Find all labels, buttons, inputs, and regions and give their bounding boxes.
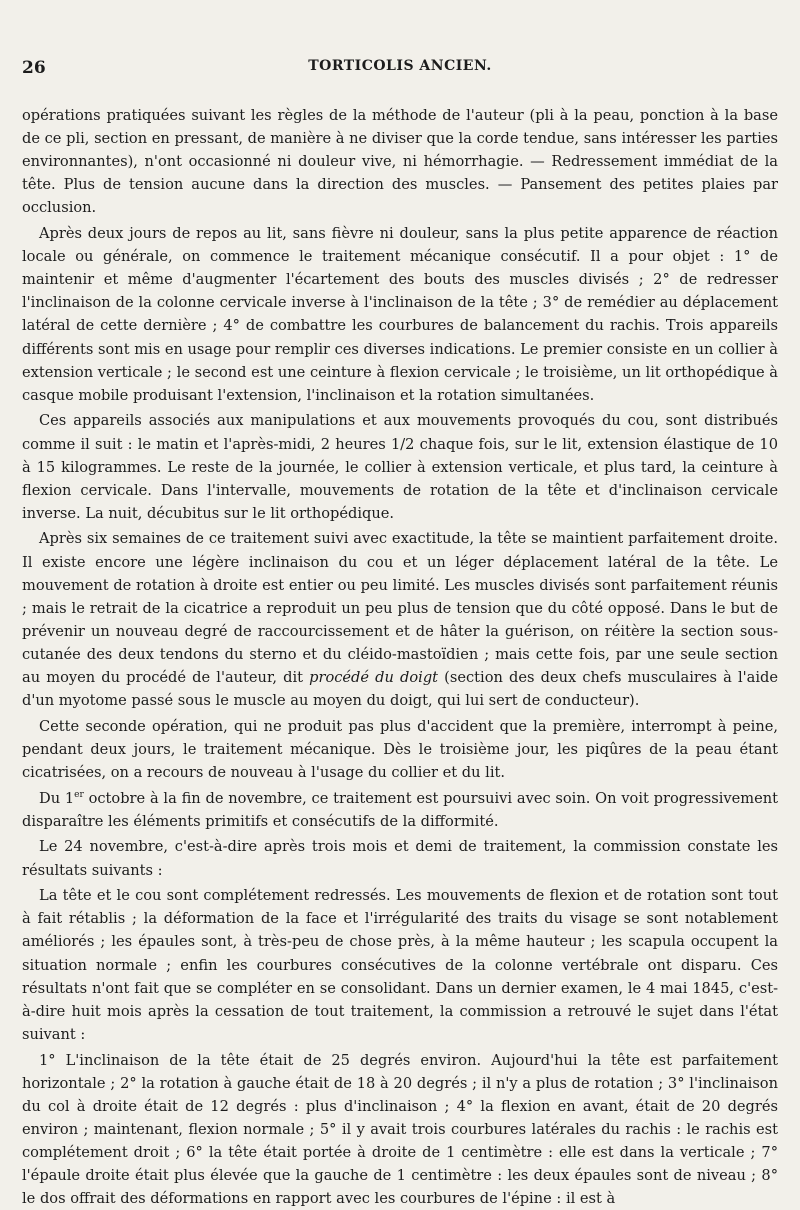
body-text xyxy=(22,104,778,1210)
paragraph-7: Le 24 novembre, c'est-à-dire après trois mois et demi de traitement, la commission constate les résultats suivants : xyxy=(22,835,778,881)
paragraph-3: Ces appareils associés aux manipulations et aux mouvements provoqués du cou, sont distribués comme il suit : le matin et l'après-midi, 2 heures 1/2 chaque fois, sur le lit, extension élastique de 10 à 15 kilogrammes. Le reste de la journée, le collier à extension verticale, et plus tard, la ceinture à flexion cervicale. Dans l'intervalle, mouvements de rotation de la tête et d'inclinaison cervicale inverse. La nuit, décubitus sur le lit orthopédique. xyxy=(22,409,778,524)
page-number: 26 xyxy=(22,58,46,78)
emphasis-procede-du-doigt: procédé du doigt xyxy=(309,669,438,686)
running-title: TORTICOLIS ANCIEN. xyxy=(22,58,778,74)
ordinal-superscript: er xyxy=(74,790,84,800)
paragraph-8: La tête et le cou sont complétement redressés. Les mouvements de flexion et de rotation sont tout à fait rétablis ; la déformation de la face et l'irrégularité des traits du visage se sont notablement améliorés ; les épaules sont, à très-peu de chose près, à la même hauteur ; les scapula occupent la situation normale ; enfin les courbures consécutives de la colonne vertébrale ont disparu. Ces résultats n'ont fait que se compléter en se consolidant. Dans un dernier examen, le 4 mai 1845, c'est-à-dire huit mois après la cessation de tout traitement, la commission a retrouvé le sujet dans l'état suivant : xyxy=(22,884,778,1046)
paragraph-2: Après deux jours de repos au lit, sans fièvre ni douleur, sans la plus petite apparence de réaction locale ou générale, on commence le traitement mécanique consécutif. Il a pour objet : 1° de maintenir et même d'augmenter l'écartement des bouts des muscles divisés ; 2° de redresser l'inclinaison de la colonne cervicale inverse à l'inclinaison de la tête ; 3° de remédier au déplacement latéral de cette dernière ; 4° de combattre les courbures de balancement du rachis. Trois appareils différents sont mis en usage pour remplir ces diverses indications. Le premier consiste en un collier à extension verticale ; le second est une ceinture à flexion cervicale ; le troisième, un lit orthopédique à casque mobile produisant l'extension, l'inclinaison et la rotation simultanées. xyxy=(22,222,778,407)
paragraph-1: opérations pratiquées suivant les règles de la méthode de l'auteur (pli à la peau, ponction à la base de ce pli, section en pressant, de manière à ne diviser que la corde tendue, sans intéresser les parties environnantes), n'ont occasionné ni douleur vive, ni hémorrhagie. — Redressement immédiat de la tête. Plus de tension aucune dans la direction des muscles. — Pansement des petites plaies par occlusion. xyxy=(22,104,778,219)
paragraph-9: 1° L'inclinaison de la tête était de 25 degrés environ. Aujourd'hui la tête est parfaitement horizontale ; 2° la rotation à gauche était de 18 à 20 degrés ; il n'y a plus de rotation ; 3° l'inclinaison du col à droite était de 12 degrés : plus d'inclinaison ; 4° la flexion en avant, était de 20 degrés environ ; maintenant, flexion normale ; 5° il y avait trois courbures latérales du rachis : le rachis est complétement droit ; 6° la tête était portée à droite de 1 centimètre : elle est dans la verticale ; 7° l'épaule droite était plus élevée que la gauche de 1 centimètre : les deux épaules sont de niveau ; 8° le dos offrait des déformations en rapport avec les courbures de l'épine : il est à xyxy=(22,1049,778,1210)
paragraph-4: Après six semaines de ce traitement suivi avec exactitude, la tête se maintient parfaitement droite. Il existe encore une légère inclinaison du cou et un léger déplacement latéral de la tête. Le mouvement de rotation à droite est entier ou peu limité. Les muscles divisés sont parfaitement réunis ; mais le retrait de la cicatrice a reproduit un peu plus de tension que du côté opposé. Dans le but de prévenir un nouveau degré de raccourcissement et de hâter la guérison, on réitère la section sous-cutanée des deux tendons du sterno et du cléido-mastoïdien ; mais cette fois, par une seule section au moyen du procédé de l'auteur, dit procédé du doigt (section des deux chefs musculaires à l'aide d'un myotome passé sous le muscle au moyen du doigt, qui lui sert de conducteur). xyxy=(22,527,778,712)
page-header xyxy=(22,58,778,82)
paragraph-5: Cette seconde opération, qui ne produit pas plus d'accident que la première, interrompt à peine, pendant deux jours, le traitement mécanique. Dès le troisième jour, les piqûres de la peau étant cicatrisées, on a recours de nouveau à l'usage du collier et du lit. xyxy=(22,715,778,784)
paragraph-6: Du 1er octobre à la fin de novembre, ce traitement est poursuivi avec soin. On voit progressivement disparaître les éléments primitifs et consécutifs de la difformité. xyxy=(22,787,778,833)
